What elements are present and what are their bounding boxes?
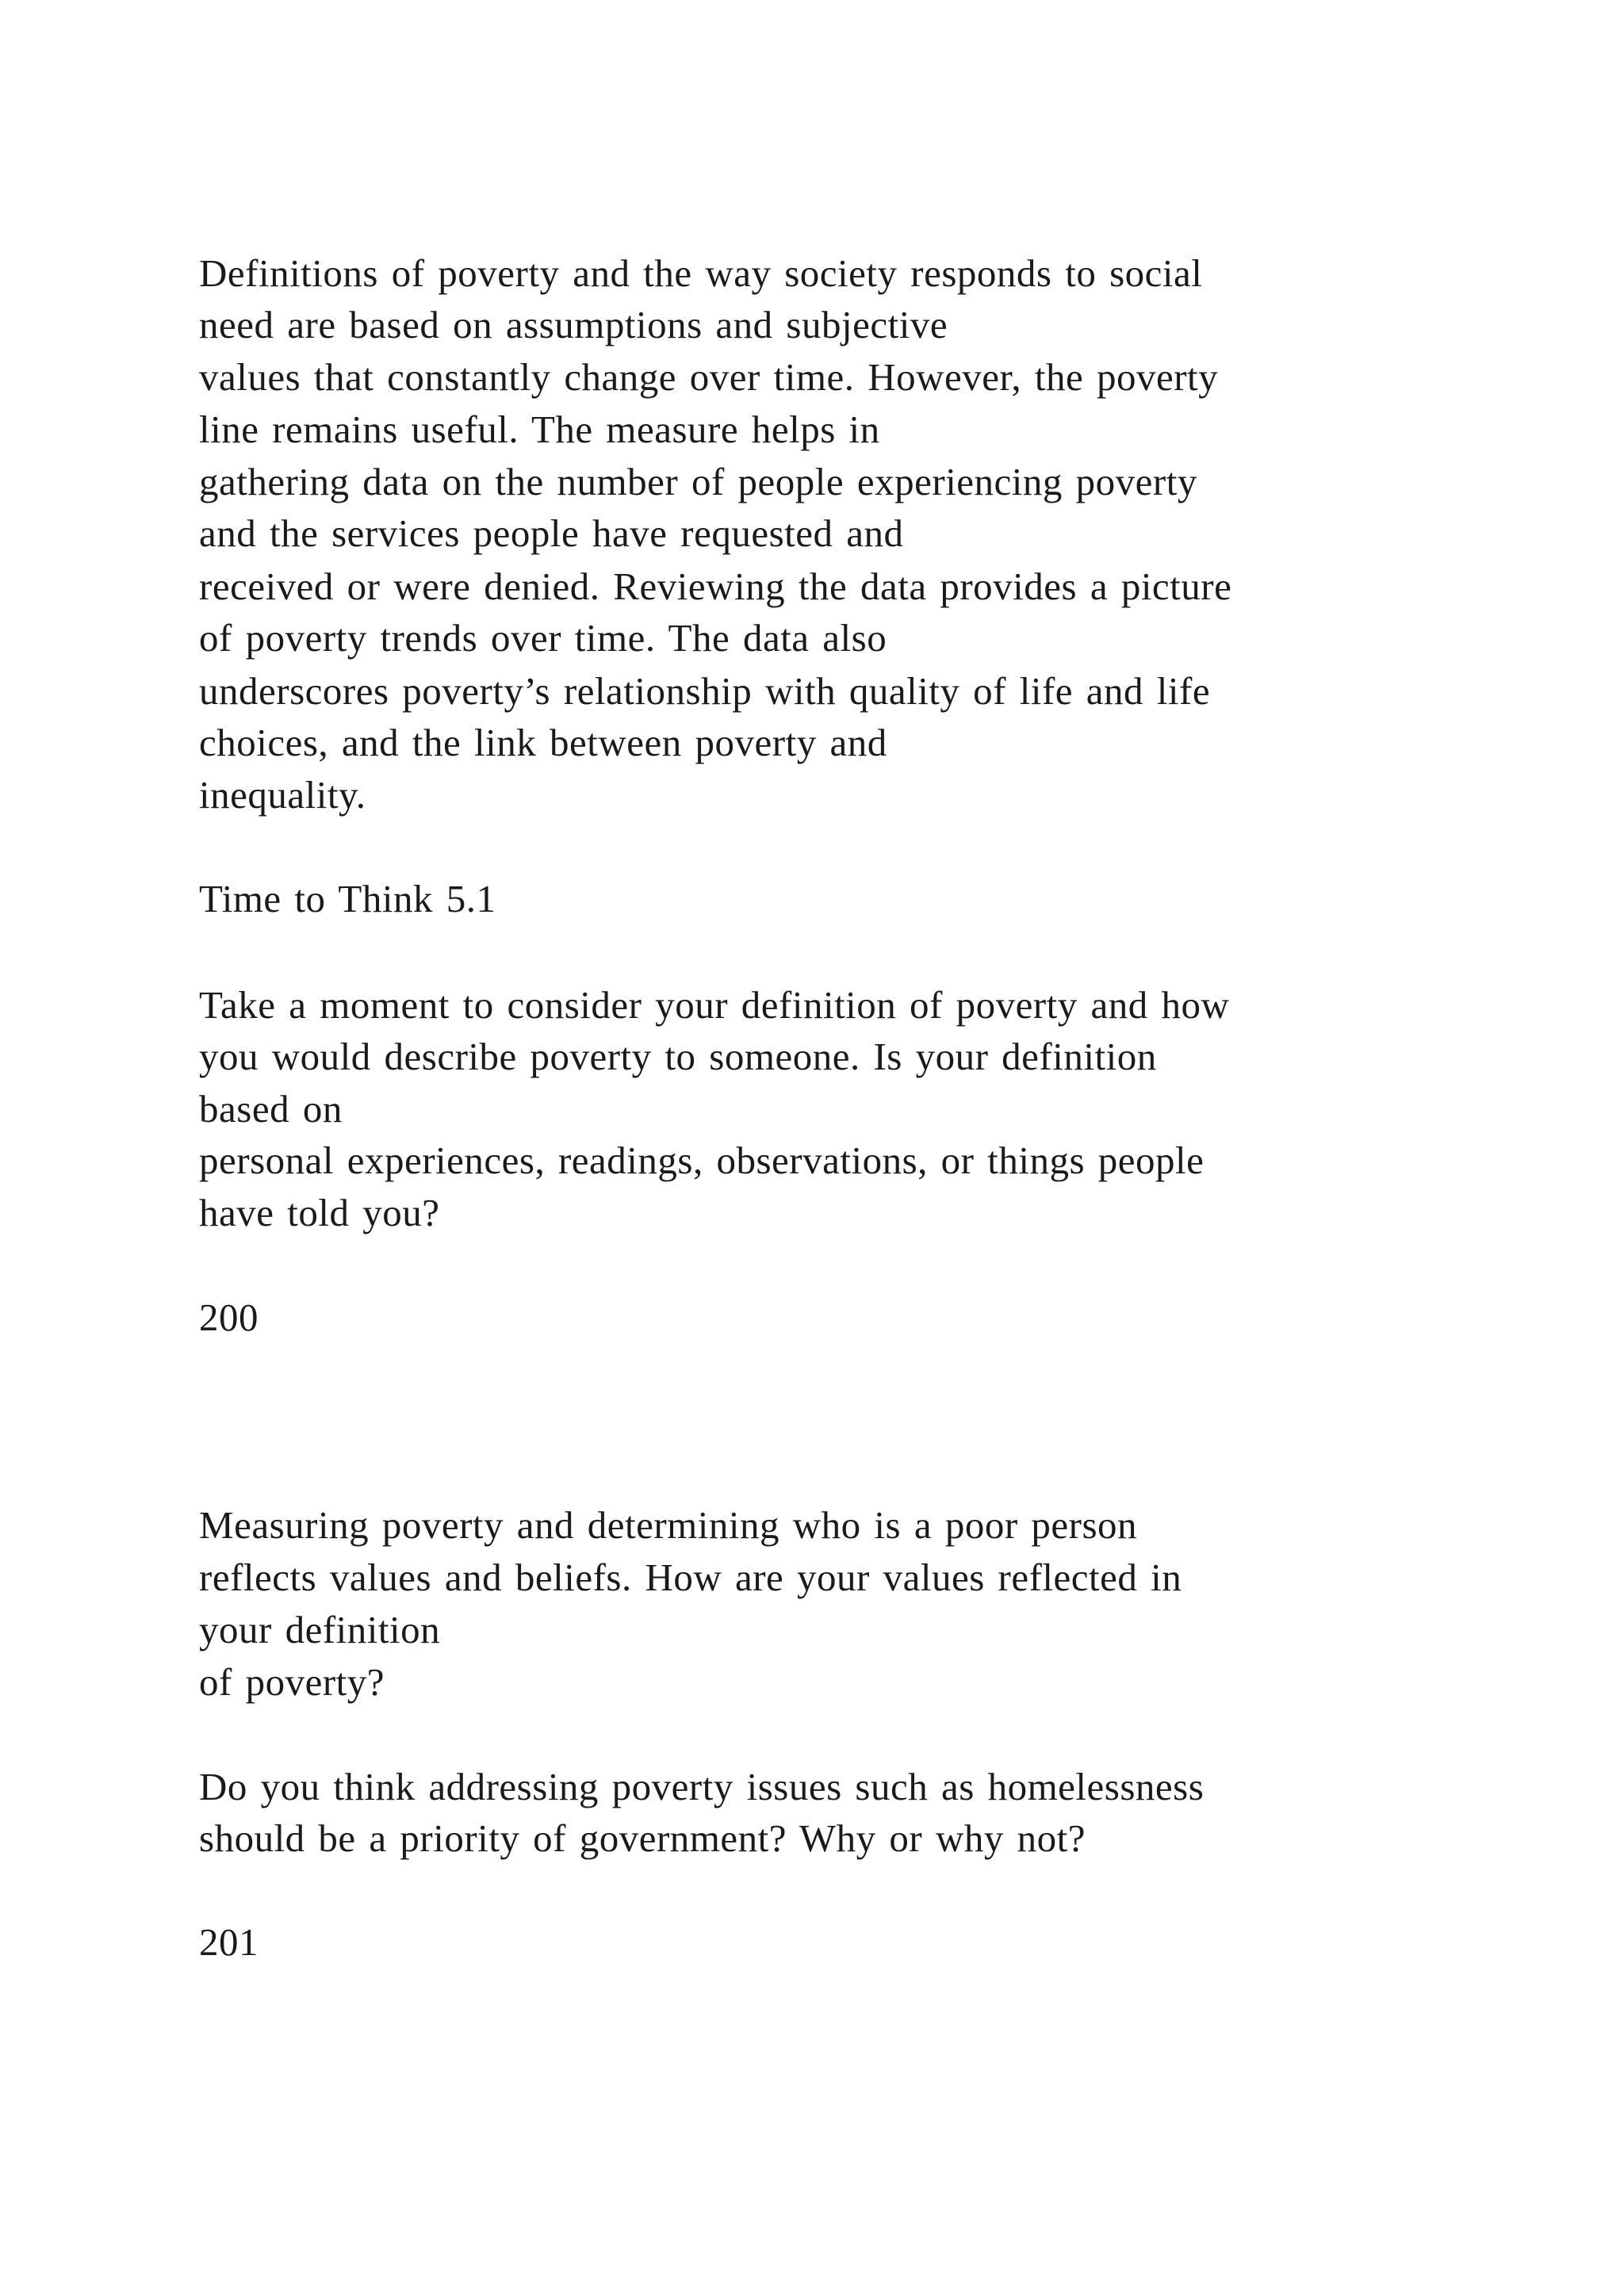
text-line: personal experiences, readings, observations, or things people — [199, 1138, 1205, 1182]
text-line: choices, and the link between poverty and — [199, 721, 887, 764]
page-number: 200 — [199, 1295, 259, 1339]
text-line: need are based on assumptions and subjective — [199, 303, 948, 346]
text-line: of poverty? — [199, 1660, 385, 1704]
text-line: Take a moment to consider your definition of poverty and how — [199, 983, 1230, 1027]
section-heading-time-to-think: Time to Think 5.1 — [199, 877, 496, 920]
text-line: received or were denied. Reviewing the data provides a picture — [199, 564, 1232, 608]
text-line: inequality. — [199, 773, 366, 817]
text-line: reflects values and beliefs. How are your values reflected in — [199, 1556, 1182, 1599]
text-line: values that constantly change over time. However, the poverty — [199, 355, 1219, 399]
text-line: your definition — [199, 1608, 441, 1651]
text-line: and the services people have requested and — [199, 511, 904, 555]
text-line: gathering data on the number of people experiencing poverty — [199, 460, 1197, 503]
text-line: have told you? — [199, 1191, 440, 1234]
text-line: line remains useful. The measure helps in — [199, 408, 880, 451]
page-number: 201 — [199, 1920, 259, 1964]
text-line: Do you think addressing poverty issues such as homelessness — [199, 1765, 1205, 1808]
text-line: based on — [199, 1087, 343, 1131]
text-line: underscores poverty’s relationship with quality of life and life — [199, 669, 1211, 713]
text-line: Definitions of poverty and the way society responds to social — [199, 251, 1203, 295]
text-line: you would describe poverty to someone. Is your definition — [199, 1035, 1157, 1078]
text-line: of poverty trends over time. The data also — [199, 616, 887, 660]
text-line: Measuring poverty and determining who is a poor person — [199, 1503, 1138, 1547]
text-line: should be a priority of government? Why or why not? — [199, 1816, 1086, 1860]
